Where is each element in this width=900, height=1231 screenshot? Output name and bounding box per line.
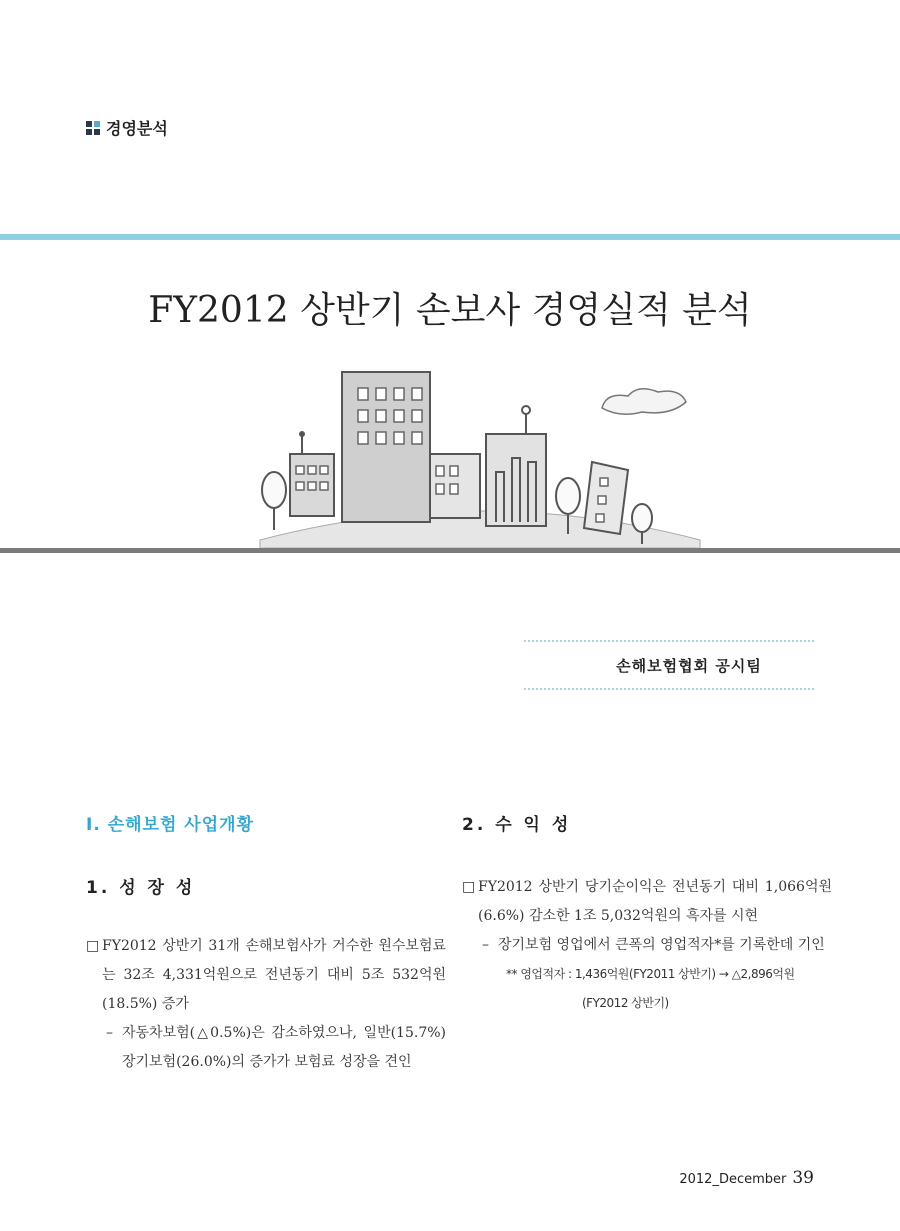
dash-marker: – bbox=[482, 937, 489, 953]
growth-heading: 1. 성 장 성 bbox=[86, 878, 196, 898]
profitability-dash-item bbox=[462, 931, 832, 960]
section-tag bbox=[86, 116, 168, 139]
right-column bbox=[462, 810, 832, 1018]
page-number: 39 bbox=[792, 1168, 814, 1188]
author-name: 손해보험협회 공시팀 bbox=[616, 656, 762, 675]
footnote-line2: (FY2012 상반기) bbox=[582, 996, 669, 1010]
growth-bullet-text: FY2012 상반기 31개 손해보험사가 거수한 원수보험료는 32조 4,331억원으로 전년동기 대비 5조 532억원(18.5%) 증가 bbox=[102, 938, 446, 1012]
profitability-bullet bbox=[462, 873, 832, 931]
grid-icon bbox=[86, 121, 100, 135]
checkbox-bullet-icon: □ bbox=[86, 938, 100, 954]
growth-dash-item bbox=[86, 1019, 446, 1077]
footer-date: 2012_December bbox=[679, 1172, 787, 1187]
section-tag-label: 경영분석 bbox=[106, 119, 168, 138]
left-column bbox=[86, 810, 446, 1077]
bottom-rule bbox=[0, 548, 900, 553]
page-title: FY2012 상반기 손보사 경영실적 분석 bbox=[148, 290, 752, 331]
top-rule bbox=[0, 234, 900, 240]
dash-marker: – bbox=[106, 1025, 113, 1041]
author-box bbox=[524, 640, 814, 690]
chapter-heading: Ⅰ. 손해보험 사업개황 bbox=[86, 815, 254, 835]
checkbox-bullet-icon: □ bbox=[462, 879, 476, 895]
city-illustration bbox=[250, 362, 710, 552]
growth-dash-text: 자동차보험(△0.5%)은 감소하였으나, 일반(15.7%) 장기보험(26.0%)의 증가가 보험료 성장을 견인 bbox=[122, 1025, 446, 1070]
profitability-bullet-text: FY2012 상반기 당기순이익은 전년동기 대비 1,066억원(6.6%) 감소한 1조 5,032억원의 흑자를 시현 bbox=[478, 879, 832, 924]
growth-bullet bbox=[86, 932, 446, 1019]
profitability-heading: 2. 수 익 성 bbox=[462, 815, 572, 835]
page-footer bbox=[679, 1168, 814, 1188]
profitability-dash-text: 장기보험 영업에서 큰폭의 영업적자*를 기록한데 기인 bbox=[498, 937, 825, 953]
footnote-line1: ** 영업적자 : 1,436억원(FY2011 상반기) → △2,896억원 bbox=[506, 967, 795, 981]
